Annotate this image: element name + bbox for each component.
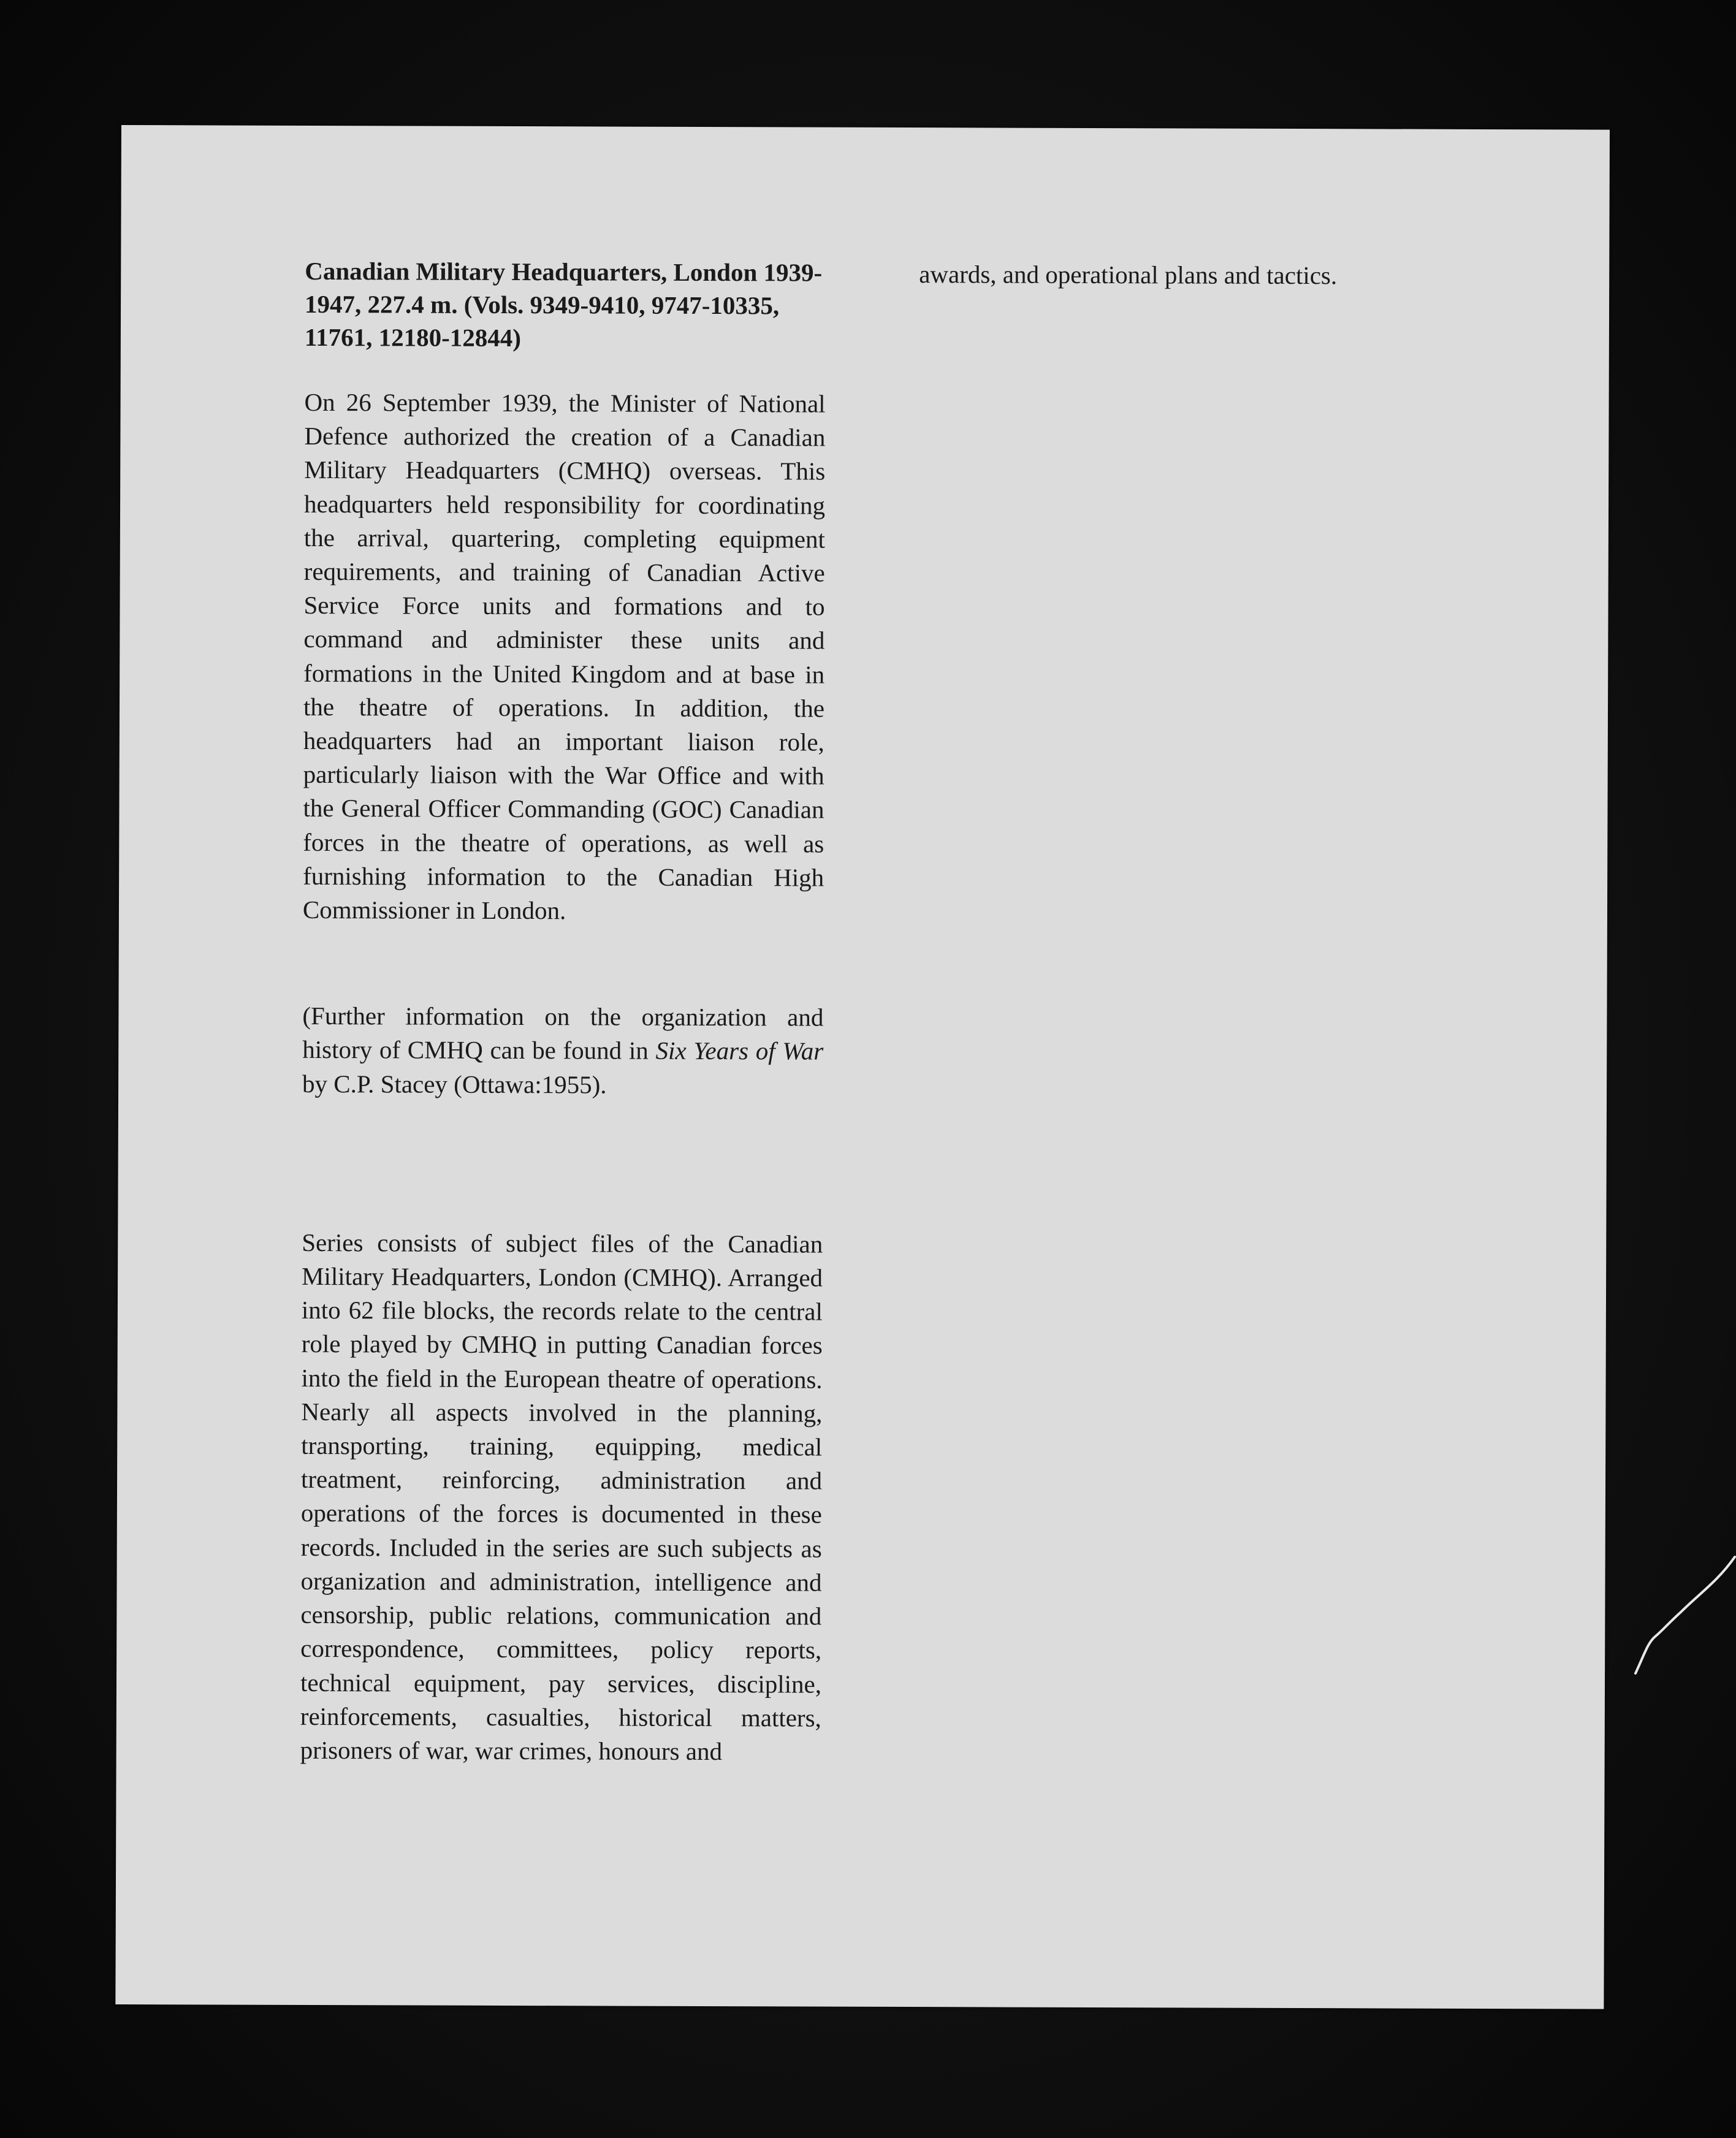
series-heading: Canadian Military Headquarters, London 1939-1947, 227.4 m. (Vols. 9349-9410, 9747-10335, 11761, 12180-12844): [304, 256, 823, 352]
paragraph-series-description: Series consists of subject files of the Canadian Military Headquarters, London (CMHQ). Arranged into 62 file blocks, the records relate to the central role played by CMHQ in putting Canadian forces into the field in the European theatre of operations. Nearly all aspects involved in the planning, transporting, training, equipping, medical treatment, reinforcing, administration and operations of the forces is documented in these records. Included in the series are such subjects as organization and administration, intelligence and censorship, public relations, communication and correspondence, committees, policy reports, technical equipment, pay services, discipline, reinforcements, casualties, historical matters, prisoners of war, war crimes, honours and: [300, 1228, 823, 1765]
right-column: [919, 257, 1446, 293]
paragraph-further-info: [302, 999, 824, 1102]
paragraph-continuation: awards, and operational plans and tactics.: [919, 260, 1338, 290]
hair-mark: [1626, 1545, 1736, 1680]
further-info-text: (Further information on the organization and history of CMHQ can be found in: [302, 1002, 824, 1065]
paragraph-history: On 26 September 1939, the Minister of National Defence authorized the creation of a Canadian Military Headquarters (CMHQ) overseas. This headquarters held responsibility for coordinating the arrival, quartering, completing equipment requirements, and training of Canadian Active Service Force units and formations and to command and administer these units and formations in the United Kingdom and at base in the theatre of operations. In addition, the headquarters had an important liaison role, particularly liaison with the War Office and with the General Officer Commanding (GOC) Canadian forces in the theatre of operations, as well as furnishing information to the Canadian High Commissioner in London.: [302, 387, 826, 925]
left-column: [300, 254, 832, 1769]
book-title: Six Years of War: [655, 1037, 824, 1066]
document-page: [115, 125, 1610, 2009]
further-info-citation: by C.P. Stacey (Ottawa:1955).: [302, 1069, 607, 1099]
